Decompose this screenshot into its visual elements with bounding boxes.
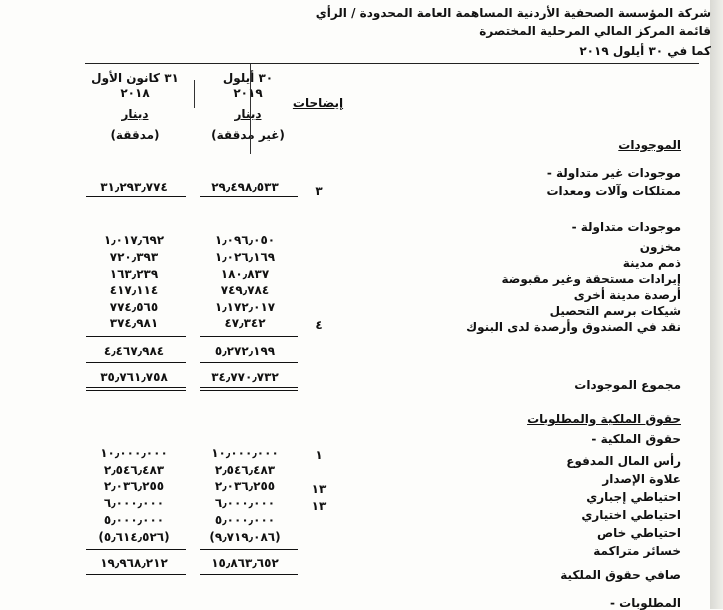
- current-label-3: أرصدة مدينة أخرى: [573, 288, 681, 302]
- ppe-rule-2019: [200, 196, 298, 197]
- current-note-5: ٤: [315, 318, 323, 332]
- current-2018-5: ٣٧٤٫٩٨١: [109, 316, 159, 330]
- equity-2018-0: ١٠٫٠٠٠٫٠٠٠: [100, 446, 168, 460]
- equity-2019-2: ٢٫٠٣٦٫٢٥٥: [214, 479, 276, 493]
- current-label-0: مخزون: [639, 240, 681, 254]
- net-equity-rule-2018: [86, 574, 186, 575]
- current-2019-4: ١٫١٧٢٫٠١٧: [214, 300, 276, 314]
- current-total-rule-2018: [86, 362, 186, 363]
- equity-liabilities-heading: حقوق الملكية والمطلوبات: [527, 412, 681, 426]
- current-2019-0: ١٫٠٩٦٫٠٥٠: [214, 233, 276, 247]
- current-heading: موجودات متداولة -: [571, 220, 681, 234]
- equity-rule-2018: [86, 549, 186, 550]
- current-label-2: إيرادات مستحقة وغير مقبوضة: [501, 272, 681, 286]
- assets-heading: الموجودات: [618, 138, 681, 152]
- current-2018-1: ٧٢٠٫٣٩٣: [109, 250, 159, 264]
- equity-2019-0: ١٠٫٠٠٠٫٠٠٠: [211, 446, 279, 460]
- equity-2019-3: ٦٫٠٠٠٫٠٠٠: [214, 496, 276, 510]
- net-equity-label: صافي حقوق الملكية: [560, 568, 681, 582]
- statement-title: قائمة المركز المالي المرحلية المختصرة: [479, 24, 711, 38]
- equity-label-0: رأس المال المدفوع: [566, 454, 681, 468]
- ppe-rule-2018: [86, 196, 186, 197]
- current-2018-3: ٤١٧٫١١٤: [109, 283, 159, 297]
- ppe-2018: ٣١٫٢٩٣٫٧٧٤: [100, 180, 168, 194]
- col-2019-unit: دينار: [234, 107, 262, 121]
- equity-note-2: ١٣: [311, 482, 327, 496]
- col-2019-status: (غير مدققة): [211, 128, 285, 142]
- col-2018-header: [80, 71, 190, 143]
- col-2019-left-border: [250, 64, 251, 154]
- equity-note-3: ١٣: [311, 499, 327, 513]
- col-2019-year: ٢٠١٩: [233, 86, 263, 100]
- col-2018-status: (مدققة): [110, 128, 160, 142]
- total-assets-rule-2018: [86, 387, 186, 391]
- liabilities-heading: المطلوبات -: [609, 596, 681, 610]
- current-label-1: ذمم مدينة: [622, 256, 681, 270]
- col-2018-year: ٢٠١٨: [120, 86, 150, 100]
- current-total-rule-2019: [200, 362, 298, 363]
- current-2019-1: ١٫٠٢٦٫١٦٩: [214, 250, 276, 264]
- header-rule: [85, 63, 699, 64]
- ppe-2019: ٢٩٫٤٩٨٫٥٣٣: [211, 180, 279, 194]
- equity-label-1: علاوة الإصدار: [602, 472, 681, 486]
- equity-2019-4: ٥٫٠٠٠٫٠٠٠: [214, 513, 276, 527]
- ppe-label: ممتلكات وآلات ومعدات: [546, 184, 681, 198]
- current-label-4: شيكات برسم التحصيل: [549, 304, 681, 318]
- col-2018-unit: دينار: [121, 107, 149, 121]
- net-equity-rule-2019: [200, 574, 298, 575]
- equity-2018-4: ٥٫٠٠٠٫٠٠٠: [103, 513, 165, 527]
- equity-label-3: احتياطي اختياري: [581, 508, 681, 522]
- total-assets-rule-2019: [200, 387, 298, 391]
- equity-2018-2: ٢٫٠٣٦٫٢٥٥: [103, 479, 165, 493]
- col-2019-date: ٣٠ أيلول: [222, 71, 274, 85]
- equity-2019-1: ٢٫٥٤٦٫٤٨٣: [214, 463, 276, 477]
- current-2018-2: ١٦٣٫٢٣٩: [109, 267, 159, 281]
- ppe-note: ٣: [315, 184, 323, 198]
- col-2018-date: ٣١ كانون الأول: [91, 71, 179, 85]
- current-rule-2018: [86, 336, 186, 337]
- current-2019-5: ٤٧٫٣٤٢: [224, 316, 266, 330]
- net-equity-2019: ١٥٫٨٦٣٫٦٥٢: [211, 556, 279, 570]
- current-2019-2: ١٨٠٫٨٣٧: [220, 267, 270, 281]
- current-2018-0: ١٫٠١٧٫٦٩٢: [103, 233, 165, 247]
- notes-column-header: إيضاحات: [292, 96, 344, 110]
- equity-label-5: خسائر متراكمة: [593, 544, 681, 558]
- equity-label-4: احتياطي خاص: [597, 526, 681, 540]
- total-assets-2019: ٣٤٫٧٧٠٫٧٣٢: [211, 370, 279, 384]
- equity-heading: حقوق الملكية -: [591, 432, 681, 446]
- company-name: شركة المؤسسة الصحفية الأردنية المساهمة العامة المحدودة / الرأي: [315, 6, 711, 20]
- total-assets-2018: ٣٥٫٧٦١٫٧٥٨: [100, 370, 168, 384]
- equity-2018-5: (٥٫٦١٤٫٥٢٦): [98, 530, 170, 544]
- equity-note-0: ١: [315, 448, 323, 462]
- current-total-2018: ٤٫٤٦٧٫٩٨٤: [103, 344, 165, 358]
- equity-label-2: احتياطي إجباري: [586, 490, 681, 504]
- total-assets-label: مجموع الموجودات: [574, 378, 681, 392]
- col-2019-right-border: [194, 80, 195, 108]
- equity-2018-1: ٢٫٥٤٦٫٤٨٣: [103, 463, 165, 477]
- equity-2018-3: ٦٫٠٠٠٫٠٠٠: [103, 496, 165, 510]
- current-total-2019: ٥٫٢٧٢٫١٩٩: [214, 344, 276, 358]
- noncurrent-heading: موجودات غير متداولة -: [546, 166, 681, 180]
- statement-date: كما في ٣٠ أيلول ٢٠١٩: [579, 44, 711, 58]
- col-2019-header: [193, 71, 303, 143]
- scan-edge: [710, 0, 723, 609]
- current-rule-2019: [200, 336, 298, 337]
- current-label-5: نقد في الصندوق وأرصدة لدى البنوك: [466, 320, 681, 334]
- equity-rule-2019: [200, 549, 298, 550]
- equity-2019-5: (٩٫٧١٩٫٠٨٦): [209, 530, 281, 544]
- current-2019-3: ٧٤٩٫٧٨٤: [220, 283, 270, 297]
- current-2018-4: ٧٧٤٫٥٦٥: [109, 300, 159, 314]
- net-equity-2018: ١٩٫٩٦٨٫٢١٢: [100, 556, 168, 570]
